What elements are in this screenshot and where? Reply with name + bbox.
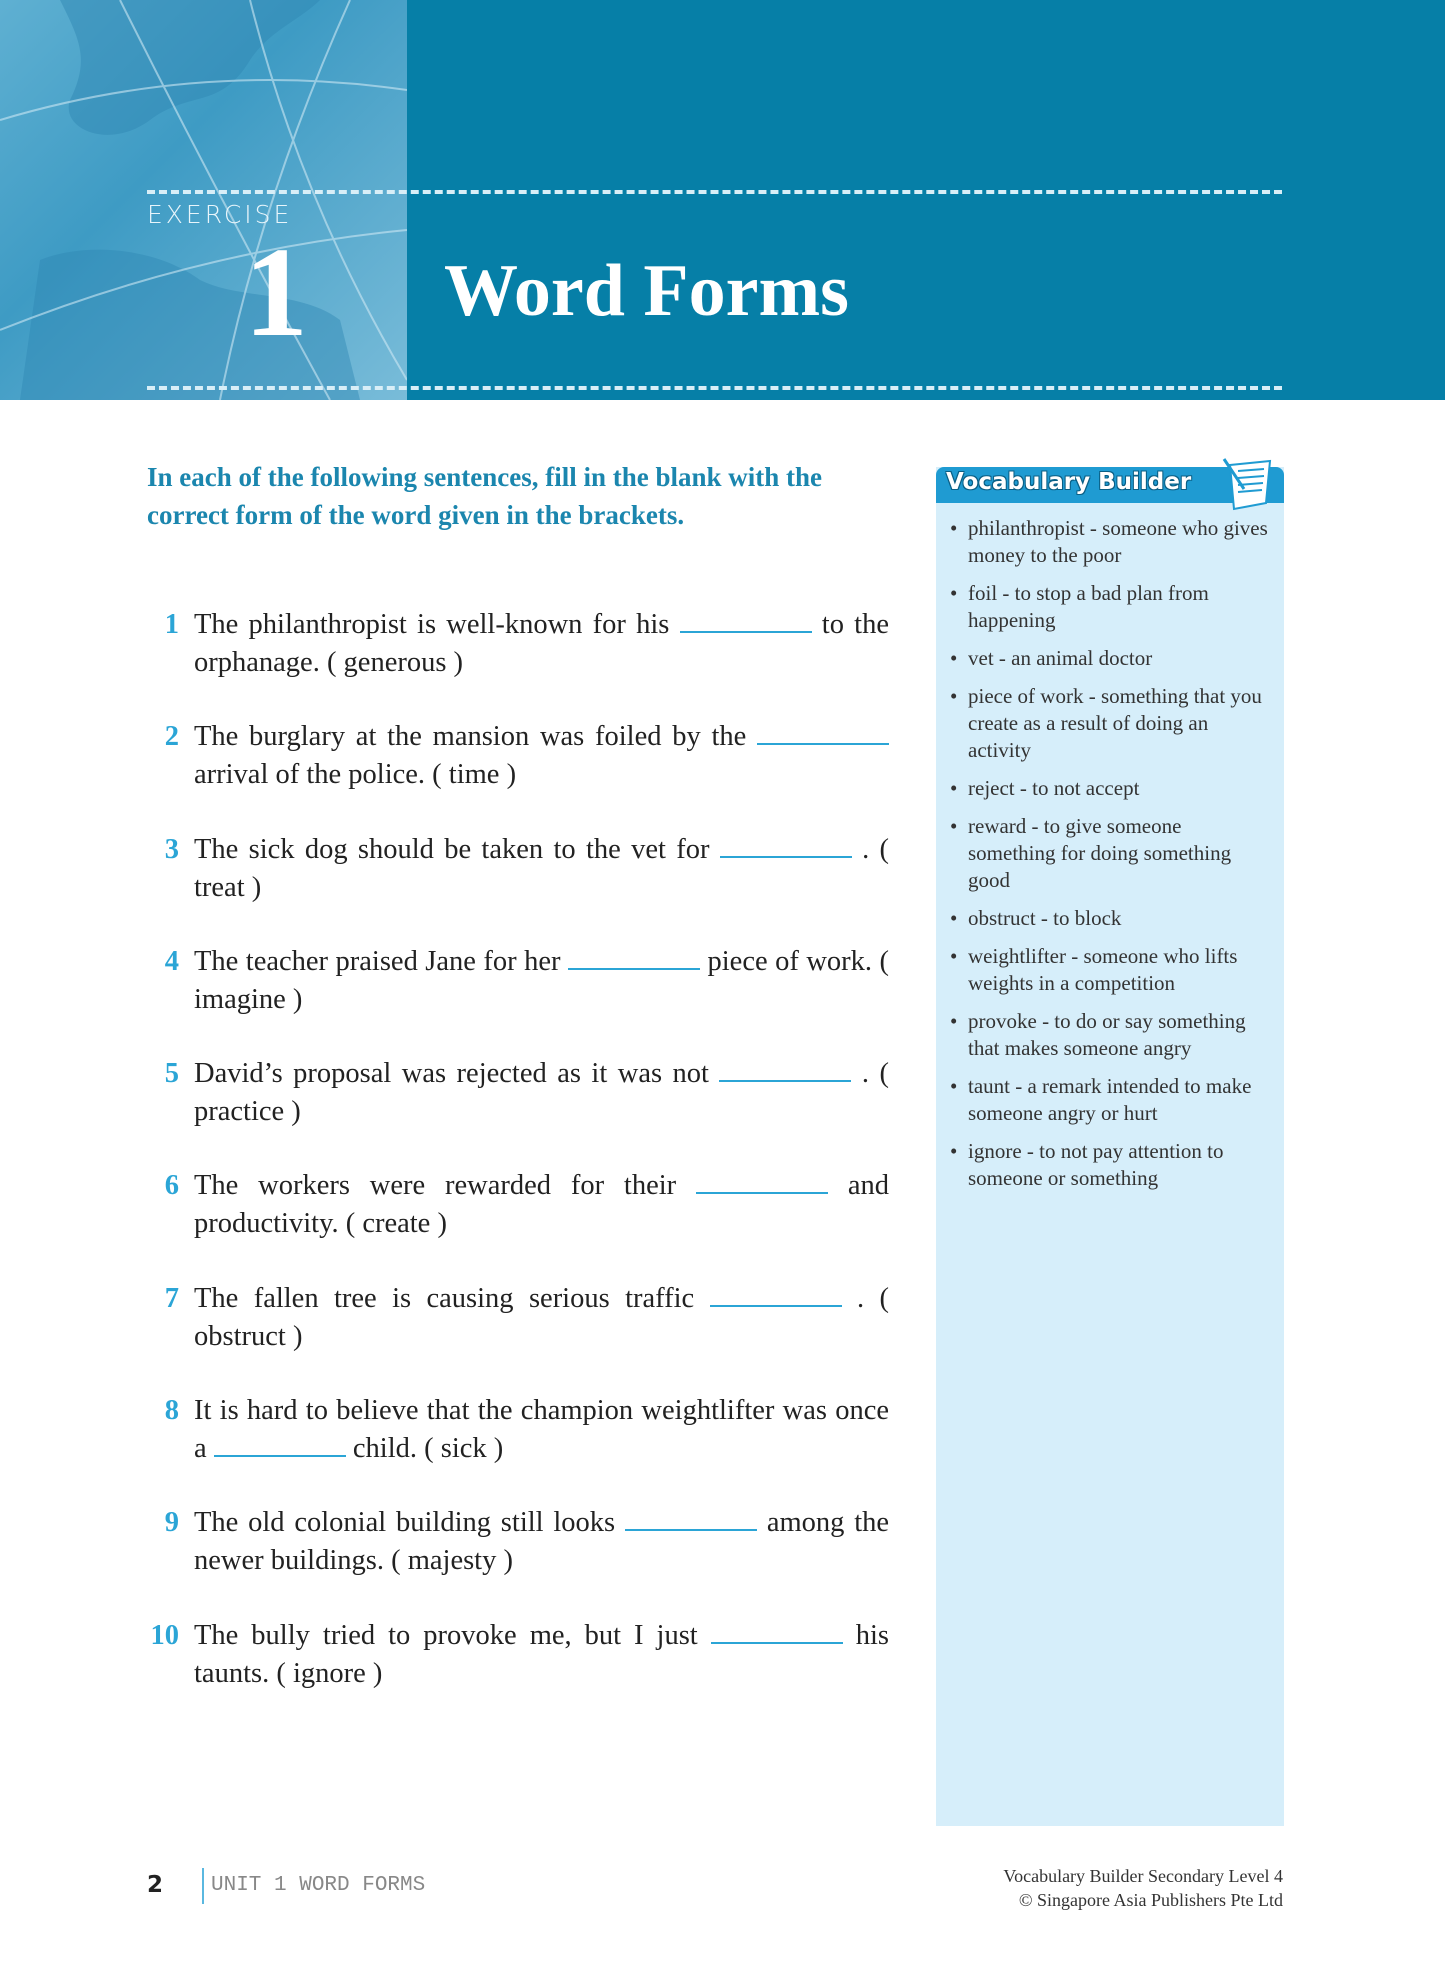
vocabulary-definition: reward - to give someone something for doing something good bbox=[968, 814, 1232, 892]
question-text-after: his taunts. ( ignore ) bbox=[194, 1619, 890, 1689]
question-text-after: piece of work. ( imagine ) bbox=[194, 945, 890, 1015]
answer-blank[interactable] bbox=[696, 1168, 828, 1194]
footer-divider bbox=[202, 1868, 204, 1904]
exercise-header bbox=[0, 0, 1445, 400]
question-item bbox=[147, 1504, 889, 1616]
vocabulary-definition: obstruct - to block bbox=[968, 906, 1122, 930]
instruction-text: In each of the following sentences, fill in the blank with the correct form of the word given in the brackets. bbox=[147, 462, 823, 530]
question-text-after: child. ( sick ) bbox=[352, 1433, 504, 1465]
question-item bbox=[147, 1280, 889, 1392]
question-number: 8 bbox=[164, 1395, 179, 1427]
answer-blank[interactable] bbox=[711, 1618, 843, 1644]
question-text bbox=[194, 1504, 889, 1580]
question-number: 3 bbox=[164, 833, 179, 865]
question-text-before: The workers were rewarded for their bbox=[194, 1170, 677, 1202]
vocabulary-definition: piece of work - something that you create as a result of doing an activity bbox=[968, 684, 1262, 762]
question-item bbox=[147, 1617, 889, 1729]
vocabulary-builder-title: Vocabulary Builder bbox=[946, 469, 1192, 495]
question-text bbox=[194, 718, 889, 794]
vocabulary-item bbox=[950, 943, 1270, 997]
question-number: 1 bbox=[164, 609, 179, 640]
vocabulary-definition: provoke - to do or say something that makes someone angry bbox=[968, 1009, 1246, 1060]
bullet-icon: • bbox=[950, 906, 958, 930]
dashed-divider-top bbox=[147, 190, 1282, 194]
question-number: 4 bbox=[164, 945, 179, 977]
question-list bbox=[147, 606, 889, 1729]
question-number: 6 bbox=[164, 1170, 179, 1202]
answer-blank[interactable] bbox=[720, 832, 852, 858]
bullet-icon: • bbox=[950, 516, 958, 540]
vocabulary-definition: weightlifter - someone who lifts weights in a competition bbox=[968, 944, 1238, 995]
answer-blank[interactable] bbox=[719, 1056, 851, 1082]
question-item bbox=[147, 718, 889, 830]
unit-label: UNIT 1 WORD FORMS bbox=[211, 1874, 426, 1897]
copyright: © Singapore Asia Publishers Pte Ltd bbox=[1018, 1890, 1283, 1910]
question-number: 10 bbox=[150, 1619, 179, 1651]
question-text-after: . ( treat ) bbox=[194, 833, 889, 903]
vocabulary-item bbox=[950, 775, 1270, 802]
answer-blank[interactable] bbox=[710, 1281, 842, 1307]
vocabulary-item bbox=[950, 1073, 1270, 1127]
question-text bbox=[194, 606, 889, 682]
vocabulary-definition: ignore - to not pay attention to someone or something bbox=[968, 1139, 1224, 1190]
question-text-before: The philanthropist is well-known for his bbox=[194, 609, 670, 640]
question-text-before: The sick dog should be taken to the vet for bbox=[194, 833, 710, 865]
question-text-after: arrival of the police. ( time ) bbox=[194, 759, 517, 791]
vocabulary-item bbox=[950, 813, 1270, 894]
bullet-icon: • bbox=[950, 1074, 958, 1098]
vocabulary-definition: vet - an animal doctor bbox=[968, 646, 1153, 670]
vocabulary-definition: taunt - a remark intended to make someone angry or hurt bbox=[968, 1074, 1252, 1125]
answer-blank[interactable] bbox=[757, 719, 889, 745]
vocabulary-definition: philanthropist - someone who gives money to the poor bbox=[968, 516, 1268, 567]
question-text-before: The fallen tree is causing serious traffic bbox=[194, 1282, 695, 1314]
question-text bbox=[194, 1280, 889, 1356]
exercise-number: 1 bbox=[244, 221, 308, 363]
vocabulary-builder-panel bbox=[936, 467, 1284, 1826]
question-number: 5 bbox=[164, 1058, 179, 1090]
question-text-after: . ( obstruct ) bbox=[194, 1282, 890, 1352]
question-number: 2 bbox=[164, 721, 179, 753]
question-text bbox=[194, 831, 889, 907]
question-text-before: The old colonial building still looks bbox=[194, 1507, 616, 1539]
question-text-after: and productivity. ( create ) bbox=[194, 1170, 889, 1240]
bullet-icon: • bbox=[950, 944, 958, 968]
vocabulary-list bbox=[950, 515, 1270, 1203]
question-item bbox=[147, 1055, 889, 1167]
question-text-before: The teacher praised Jane for her bbox=[194, 945, 561, 977]
vocabulary-item bbox=[950, 1008, 1270, 1062]
question-text bbox=[194, 1392, 889, 1468]
bullet-icon: • bbox=[950, 776, 958, 800]
question-text-before: The burglary at the mansion was foiled by the bbox=[194, 721, 747, 753]
question-item bbox=[147, 606, 889, 718]
question-text-before: It is hard to believe that the champion weightlifter was once a bbox=[194, 1395, 889, 1465]
question-text bbox=[194, 1167, 889, 1243]
bullet-icon: • bbox=[950, 1139, 958, 1163]
book-title: Vocabulary Builder Secondary Level 4 bbox=[1003, 1866, 1283, 1886]
question-item bbox=[147, 831, 889, 943]
question-item bbox=[147, 943, 889, 1055]
question-text bbox=[194, 1055, 889, 1131]
answer-blank[interactable] bbox=[568, 944, 700, 970]
question-text-after: among the newer buildings. ( majesty ) bbox=[194, 1507, 890, 1577]
exercise-label: EXERCISE bbox=[147, 200, 293, 229]
question-text bbox=[194, 1617, 889, 1693]
vocabulary-item bbox=[950, 515, 1270, 569]
question-number: 7 bbox=[164, 1282, 179, 1314]
bullet-icon: • bbox=[950, 581, 958, 605]
vocabulary-builder-header bbox=[936, 467, 1284, 503]
page-title: Word Forms bbox=[444, 250, 849, 332]
bullet-icon: • bbox=[950, 684, 958, 708]
question-text-after: to the orphanage. ( generous ) bbox=[194, 609, 889, 678]
question-text bbox=[194, 943, 889, 1019]
answer-blank[interactable] bbox=[214, 1431, 346, 1457]
dashed-divider-bottom bbox=[147, 386, 1282, 390]
bullet-icon: • bbox=[950, 814, 958, 838]
page-number: 2 bbox=[147, 1872, 164, 1898]
question-item bbox=[147, 1167, 889, 1279]
bullet-icon: • bbox=[950, 646, 958, 670]
answer-blank[interactable] bbox=[680, 607, 812, 633]
vocabulary-item bbox=[950, 683, 1270, 764]
bullet-icon: • bbox=[950, 1009, 958, 1033]
question-number: 9 bbox=[164, 1507, 179, 1539]
vocabulary-item bbox=[950, 580, 1270, 634]
question-item bbox=[147, 1392, 889, 1504]
question-text-before: David’s proposal was rejected as it was not bbox=[194, 1058, 709, 1090]
question-text-after: . ( practice ) bbox=[194, 1058, 890, 1128]
answer-blank[interactable] bbox=[625, 1505, 757, 1531]
vocabulary-item bbox=[950, 905, 1270, 932]
vocabulary-item bbox=[950, 1138, 1270, 1192]
vocabulary-item bbox=[950, 645, 1270, 672]
question-text-before: The bully tried to provoke me, but I just bbox=[194, 1619, 698, 1651]
publisher-info bbox=[1003, 1864, 1283, 1912]
vocabulary-definition: reject - to not accept bbox=[968, 776, 1140, 800]
paper-pen-icon bbox=[1220, 455, 1280, 515]
vocabulary-definition: foil - to stop a bad plan from happening bbox=[968, 581, 1209, 632]
